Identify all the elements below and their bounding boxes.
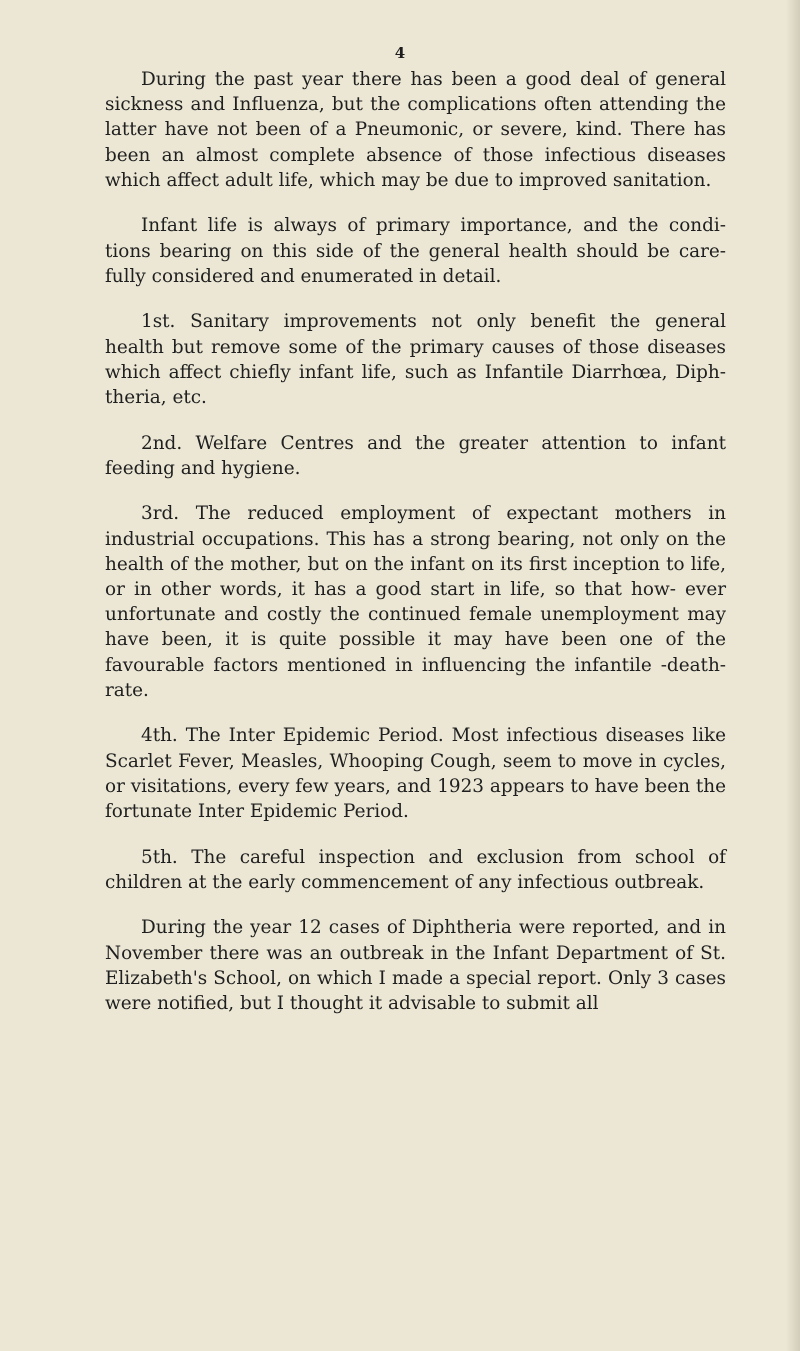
paragraph-diphtheria: During the year 12 cases of Diphtheria were reported, and in November there was an outbreak in the Infant Department of St. Elizabeth's School, on which I made a special report. Only 3 cases were notified, but I thought it advisable to submit all: [105, 917, 726, 1015]
paragraph-general-sickness: During the past year there has been a good deal of general sickness and Influenza, but the complications often attending the latter have not been of a Pneumonic, or severe, kind. There has been an almost complete absence of those infectious diseases which affect adult life, which may be due to improved sanitation.: [105, 69, 726, 191]
paragraph-second-welfare: 2nd. Welfare Centres and the greater attention to infant feeding and hygiene.: [105, 432, 726, 479]
page-edge-shadow: [786, 0, 800, 1351]
paragraph-fourth-inter-epidemic: 4th. The Inter Epidemic Period. Most infectious diseases like Scarlet Fever, Measles, Whooping Cough, seem to move in cycles, or visitations, every few years, and 1923 appears to have been the fortunate Inter Epidemic Period.: [105, 725, 726, 823]
paragraph-fifth-inspection: 5th. The careful inspection and exclusion from school of children at the early commencement of any infectious outbreak.: [105, 846, 726, 893]
body-text: [105, 67, 726, 1037]
paragraph-third-employment: 3rd. The reduced employment of expectant mothers in industrial occupations. This has a strong bearing, not only on the health of the mother, but on the infant on its first inception to life, or in other words, it has a good start in life, so that how- ever unfortunate and costly the continued female unemployment may have been, it is quite possible it may have been one of the favourable factors mentioned in influencing the infantile -death- rate.: [105, 503, 726, 701]
paragraph-first-sanitary: 1st. Sanitary improvements not only benefit the general health but remove some of the primary causes of those diseases which affect chiefly infant life, such as Infantile Diarrhœa, Diph- theria, etc.: [105, 311, 726, 409]
page-number: 4: [394, 44, 406, 62]
paragraph-infant-life: Infant life is always of primary importance, and the condi- tions bearing on this side of the general health should be care- fully considered and enumerated in detail.: [105, 215, 726, 287]
